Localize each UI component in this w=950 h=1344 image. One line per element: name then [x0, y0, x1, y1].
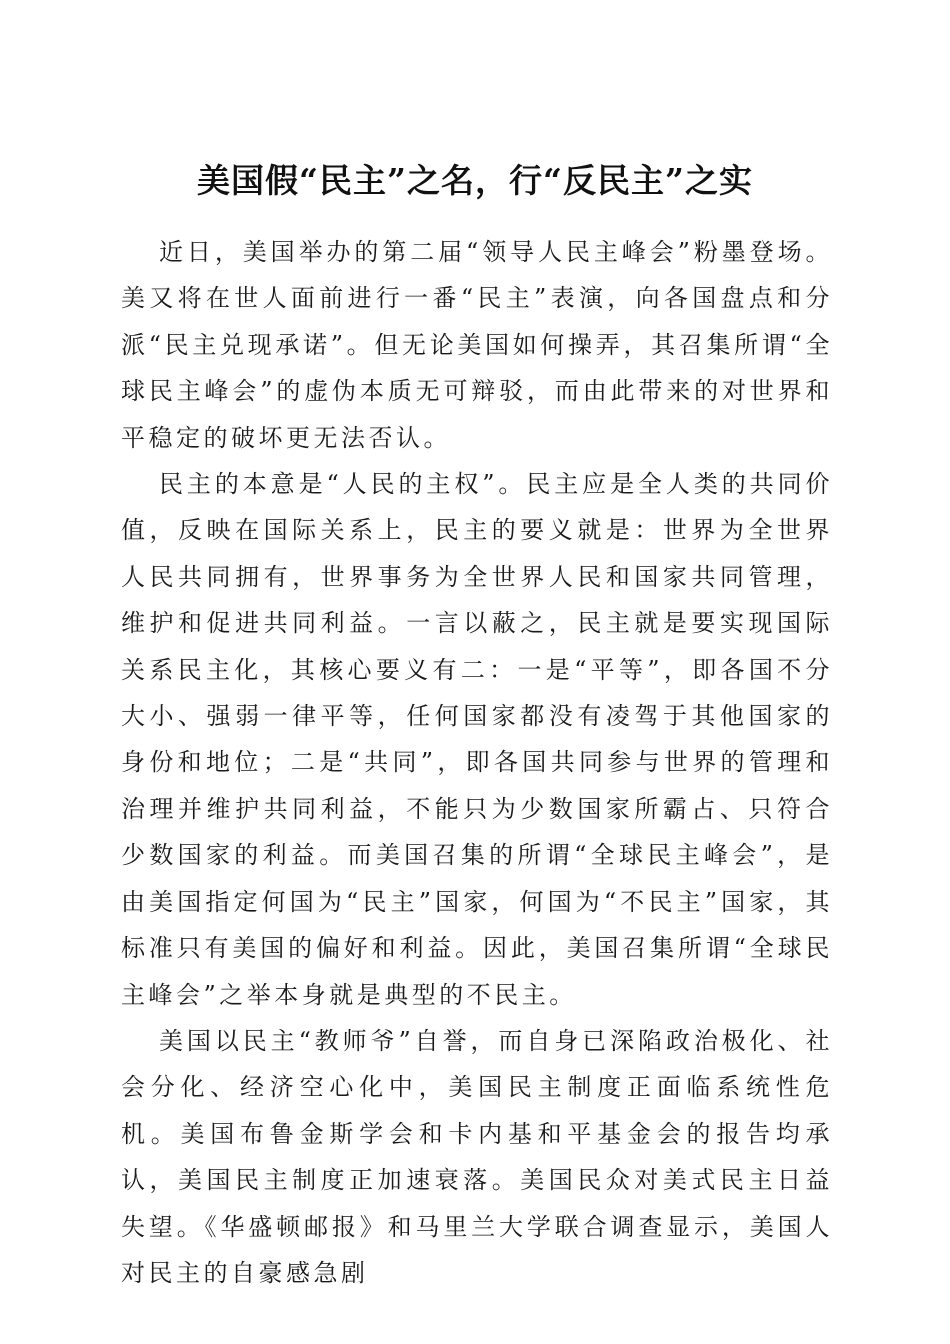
document-title: 美国假“民主”之名，行“反民主”之实 — [197, 161, 753, 201]
paragraph-3: 美国以民主“教师爷”自誉，而自身已深陷政治极化、社会分化、经济空心化中，美国民主制度正面临系统性危机。美国布鲁金斯学会和卡内基和平基金会的报告均承认，美国民主制度正加速衰落。美国民众对美式民主日益失望。《华盛顿邮报》和马里兰大学联合调查显示，美国人对民主的自豪感急剧 — [121, 1026, 833, 1287]
paragraph-2: 民主的本意是“人民的主权”。民主应是全人类的共同价值，反映在国际关系上，民主的要义就是：世界为全世界人民共同拥有，世界事务为全世界人民和国家共同管理，维护和促进共同利益。一言以蔽之，民主就是要实现国际关系民主化，其核心要义有二：一是“平等”，即各国不分大小、强弱一律平等，任何国家都没有凌驾于其他国家的身份和地位；二是“共同”，即各国共同参与世界的管理和治理并维护共同利益，不能只为少数国家所霸占、只符合少数国家的利益。而美国召集的所谓“全球民主峰会”，是由美国指定何国为“民主”国家，何国为“不民主”国家，其标准只有美国的偏好和利益。因此，美国召集所谓“全球民主峰会”之举本身就是典型的不民主。 — [121, 470, 833, 1009]
paragraph-1: 近日，美国举办的第二届“领导人民主峰会”粉墨登场。美又将在世人面前进行一番“民主”表演，向各国盘点和分派“民主兑现承诺”。但无论美国如何操弄，其召集所谓“全球民主峰会”的虚伪本质无可辩驳，而由此带来的对世界和平稳定的破坏更无法否认。 — [121, 238, 833, 452]
document-body — [121, 229, 833, 1296]
